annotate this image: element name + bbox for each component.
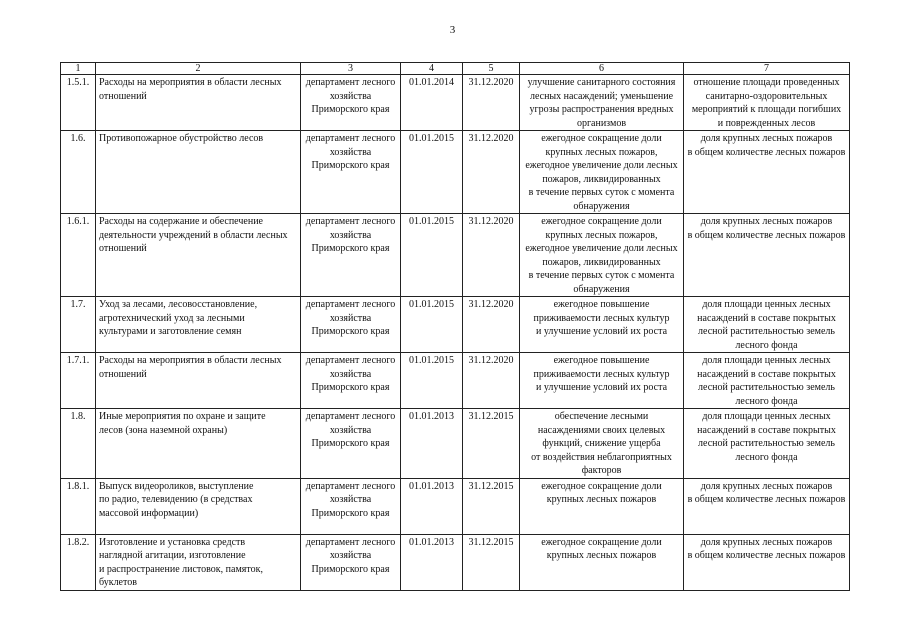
expected-result: улучшение санитарного состояния лесных насаждений; уменьшение угрозы распространения вредных организмов	[520, 75, 684, 131]
executor: департамент лесного хозяйства Приморского края	[301, 75, 401, 131]
target-indicator: доля площади ценных лесных насаждений в составе покрытых лесной растительностью земель лесного фонда	[684, 353, 850, 409]
header-cell: 5	[463, 63, 520, 75]
table-row	[61, 409, 850, 479]
expected-result: ежегодное повышение приживаемости лесных культур и улучшение условий их роста	[520, 297, 684, 353]
executor: департамент лесного хозяйства Приморского края	[301, 131, 401, 214]
expected-result: ежегодное сокращение доли крупных лесных пожаров	[520, 478, 684, 534]
executor: департамент лесного хозяйства Приморского края	[301, 534, 401, 590]
measure-name: Выпуск видеороликов, выступление по радио, телевидению (в средствах массовой информации)	[96, 478, 301, 534]
expected-result: ежегодное повышение приживаемости лесных культур и улучшение условий их роста	[520, 353, 684, 409]
measure-name: Изготовление и установка средств наглядной агитации, изготовление и распространение листовок, памяток, буклетов	[96, 534, 301, 590]
start-date: 01.01.2013	[401, 409, 463, 479]
end-date: 31.12.2020	[463, 75, 520, 131]
row-number: 1.6.1.	[61, 214, 96, 297]
row-number: 1.7.	[61, 297, 96, 353]
executor: департамент лесного хозяйства Приморского края	[301, 297, 401, 353]
header-cell: 4	[401, 63, 463, 75]
target-indicator: доля площади ценных лесных насаждений в составе покрытых лесной растительностью земель лесного фонда	[684, 409, 850, 479]
target-indicator: доля крупных лесных пожаров в общем количестве лесных пожаров	[684, 478, 850, 534]
start-date: 01.01.2015	[401, 353, 463, 409]
table-row	[61, 478, 850, 534]
header-cell: 3	[301, 63, 401, 75]
start-date: 01.01.2013	[401, 534, 463, 590]
end-date: 31.12.2020	[463, 353, 520, 409]
table-row	[61, 131, 850, 214]
header-cell: 1	[61, 63, 96, 75]
end-date: 31.12.2020	[463, 214, 520, 297]
start-date: 01.01.2015	[401, 214, 463, 297]
measure-name: Расходы на мероприятия в области лесных отношений	[96, 353, 301, 409]
end-date: 31.12.2020	[463, 131, 520, 214]
executor: департамент лесного хозяйства Приморского края	[301, 478, 401, 534]
executor: департамент лесного хозяйства Приморского края	[301, 214, 401, 297]
row-number: 1.8.1.	[61, 478, 96, 534]
start-date: 01.01.2015	[401, 131, 463, 214]
measure-name: Расходы на содержание и обеспечение деятельности учреждений в области лесных отношений	[96, 214, 301, 297]
table-row	[61, 297, 850, 353]
header-cell: 2	[96, 63, 301, 75]
expected-result: ежегодное сокращение доли крупных лесных пожаров, ежегодное увеличение доли лесных пожаров, ликвидированных в течение первых суток с момента обнаружения	[520, 131, 684, 214]
executor: департамент лесного хозяйства Приморского края	[301, 353, 401, 409]
page-number: 3	[449, 24, 456, 36]
expected-result: ежегодное сокращение доли крупных лесных пожаров	[520, 534, 684, 590]
table-row	[61, 214, 850, 297]
end-date: 31.12.2015	[463, 534, 520, 590]
table-row	[61, 534, 850, 590]
row-number: 1.8.	[61, 409, 96, 479]
end-date: 31.12.2015	[463, 409, 520, 479]
measure-name: Расходы на мероприятия в области лесных отношений	[96, 75, 301, 131]
header-row	[61, 63, 850, 75]
row-number: 1.8.2.	[61, 534, 96, 590]
end-date: 31.12.2020	[463, 297, 520, 353]
target-indicator: доля крупных лесных пожаров в общем количестве лесных пожаров	[684, 534, 850, 590]
row-number: 1.5.1.	[61, 75, 96, 131]
expected-result: обеспечение лесными насаждениями своих целевых функций, снижение ущерба от воздействия неблагоприятных факторов	[520, 409, 684, 479]
table-row	[61, 75, 850, 131]
header-cell: 7	[684, 63, 850, 75]
measure-name: Уход за лесами, лесовосстановление, агротехнический уход за лесными культурами и заготовление семян	[96, 297, 301, 353]
start-date: 01.01.2014	[401, 75, 463, 131]
table-row	[61, 353, 850, 409]
expected-result: ежегодное сокращение доли крупных лесных пожаров, ежегодное увеличение доли лесных пожаров, ликвидированных в течение первых суток с момента обнаружения	[520, 214, 684, 297]
measure-name: Противопожарное обустройство лесов	[96, 131, 301, 214]
program-table	[60, 62, 850, 591]
start-date: 01.01.2013	[401, 478, 463, 534]
target-indicator: доля крупных лесных пожаров в общем количестве лесных пожаров	[684, 214, 850, 297]
start-date: 01.01.2015	[401, 297, 463, 353]
target-indicator: отношение площади проведенных санитарно-оздоровительных мероприятий к площади погибших и поврежденных лесов	[684, 75, 850, 131]
end-date: 31.12.2015	[463, 478, 520, 534]
measure-name: Иные мероприятия по охране и защите лесов (зона наземной охраны)	[96, 409, 301, 479]
header-cell: 6	[520, 63, 684, 75]
executor: департамент лесного хозяйства Приморского края	[301, 409, 401, 479]
row-number: 1.6.	[61, 131, 96, 214]
target-indicator: доля площади ценных лесных насаждений в составе покрытых лесной растительностью земель лесного фонда	[684, 297, 850, 353]
target-indicator: доля крупных лесных пожаров в общем количестве лесных пожаров	[684, 131, 850, 214]
row-number: 1.7.1.	[61, 353, 96, 409]
